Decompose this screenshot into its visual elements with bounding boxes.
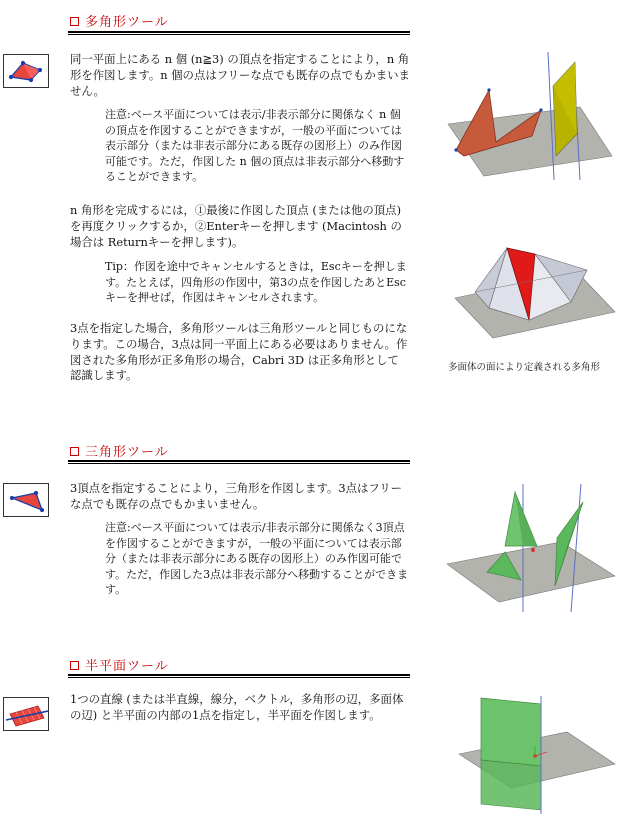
section-title-polygon: 多角形ツール	[70, 11, 169, 30]
polygon-intro-text: 同一平面上にある n 個 (n≧3) の頂点を指定することにより，n 角形を作図します。n 個の点はフリーな点でも既存の点でもかまいません。	[70, 52, 410, 98]
polygon-note-text: 注意:ベース平面については表示/非表示部分に関係なく n 個の頂点を作図することができますが，一般の平面については表示部分（または非表示部分にある既存の図形上）のみ作図可能です。ただ，作図した n 個の頂点は非表示部分へ移動することができます。	[105, 108, 405, 184]
half-plane-intro-text: 1つの直線 (または半直線，線分，ベクトル，多角形の辺，多面体の辺) と半平面の内部の1点を指定し，半平面を作図します。	[70, 692, 404, 722]
section-title-triangle: 三角形ツール	[70, 441, 169, 460]
triangle-intro-text: 3頂点を指定することにより，三角形を作図します。3点はフリーな点でも既存の点でもかまいません。	[70, 481, 403, 511]
polygon-tip-text: Tip：作図を途中でキャンセルするときは，Escキーを押します。たとえば，四角形の作図中，第3の点を作図したあとEscキーを押せば，作図はキャンセルされます。	[105, 260, 407, 305]
section-title-half-plane: 半平面ツール	[70, 655, 169, 674]
triangle-tool-icon[interactable]	[3, 483, 49, 517]
triangle-note-text: 注意:ベース平面については表示/非表示部分に関係なく3頂点を作図することができますが，一般の平面については表示部分（または非表示部分にある既存の図形上）のみ作図可能です。ただ，作図した3点は非表示部分へ移動することができます。	[105, 521, 409, 597]
polyhedron-figure-image	[447, 228, 617, 343]
polygon-complete-text: n 角形を完成するには，①最後に作図した頂点 (または他の頂点) を再度クリックするか，②Enterキーを押します (Macintosh の場合は Returnキーを押します)。	[70, 203, 402, 249]
half-plane-tool-icon[interactable]	[3, 697, 49, 731]
section-rule	[68, 460, 410, 464]
section-rule	[68, 674, 410, 678]
polygon-figure-image	[430, 52, 620, 182]
checkbox-bullet-icon	[70, 447, 79, 456]
polygon-three-points-text: 3点を指定した場合，多角形ツールは三角形ツールと同じものになります。この場合，3点は同一平面上にある必要はありません。作図された多角形が正多角形の場合，Cabri 3D は正多角形として認識します。	[70, 321, 408, 383]
checkbox-bullet-icon	[70, 17, 79, 26]
polyhedron-figure-caption: 多面体の面により定義される多角形	[448, 362, 601, 373]
triangle-figure-image	[443, 476, 618, 616]
checkbox-bullet-icon	[70, 661, 79, 670]
polygon-tool-icon[interactable]	[3, 54, 49, 88]
section-rule	[68, 31, 410, 35]
half-plane-figure-image	[455, 692, 620, 817]
